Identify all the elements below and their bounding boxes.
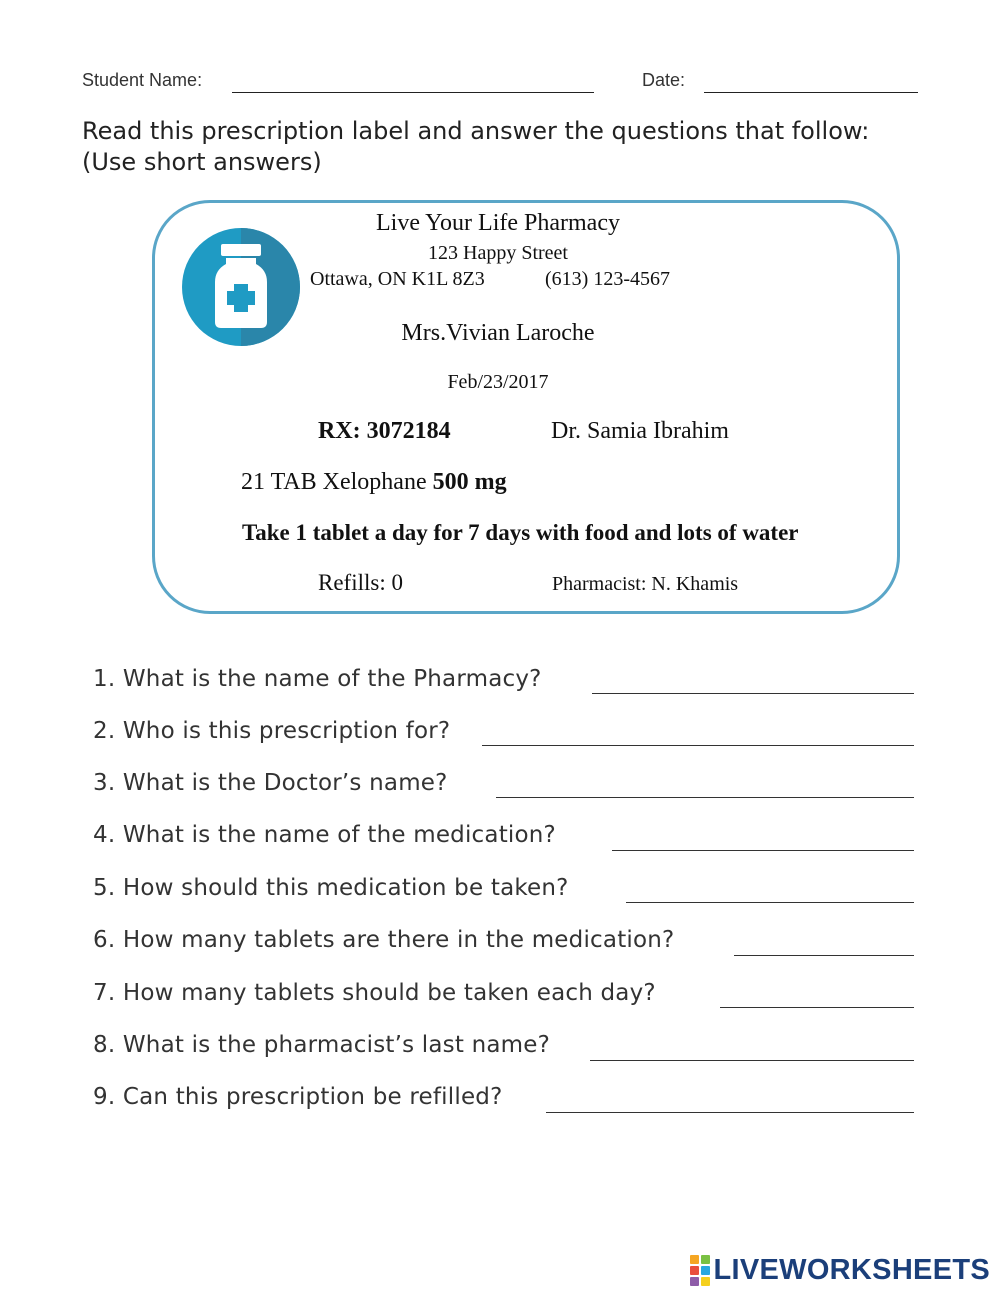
answer-field-5[interactable] bbox=[626, 902, 914, 903]
question-6: 6. How many tablets are there in the medication? bbox=[93, 927, 675, 953]
answer-field-9[interactable] bbox=[546, 1112, 914, 1113]
question-4: 4. What is the name of the medication? bbox=[93, 822, 556, 848]
medication-dose: 500 mg bbox=[432, 469, 507, 495]
medication bbox=[241, 469, 507, 496]
instructions bbox=[82, 116, 942, 178]
prescription-date: Feb/23/2017 bbox=[447, 371, 549, 393]
question-9: 9. Can this prescription be refilled? bbox=[93, 1084, 503, 1110]
answer-field-7[interactable] bbox=[720, 1007, 914, 1008]
answer-field-3[interactable] bbox=[496, 797, 914, 798]
logo-text: LIVEWORKSHEETS bbox=[713, 1253, 990, 1286]
student-name-label: Student Name: bbox=[82, 70, 203, 90]
answer-field-1[interactable] bbox=[592, 693, 914, 694]
question-3: 3. What is the Doctor’s name? bbox=[93, 770, 448, 796]
date-field[interactable] bbox=[704, 92, 918, 93]
answer-field-4[interactable] bbox=[612, 850, 914, 851]
question-7: 7. How many tablets should be taken each day? bbox=[93, 980, 656, 1006]
question-5: 5. How should this medication be taken? bbox=[93, 875, 569, 901]
answer-field-6[interactable] bbox=[734, 955, 914, 956]
pharmacist: Pharmacist: N. Khamis bbox=[552, 573, 739, 595]
medicine-bottle-icon bbox=[182, 228, 300, 346]
student-name-field[interactable] bbox=[232, 92, 594, 93]
answer-field-2[interactable] bbox=[482, 745, 914, 746]
question-2: 2. Who is this prescription for? bbox=[93, 718, 451, 744]
instructions-line-1: Read this prescription label and answer the questions that follow: bbox=[82, 117, 870, 145]
pharmacy-phone: (613) 123-4567 bbox=[545, 268, 670, 290]
patient-name: Mrs.Vivian Laroche bbox=[401, 320, 595, 346]
medication-quantity: 21 TAB Xelophane bbox=[241, 469, 427, 495]
rx-number: RX: 3072184 bbox=[318, 418, 451, 444]
directions: Take 1 tablet a day for 7 days with food and lots of water bbox=[242, 520, 799, 545]
date-label: Date: bbox=[642, 70, 686, 90]
question-1: 1. What is the name of the Pharmacy? bbox=[93, 666, 542, 692]
refills: Refills: 0 bbox=[318, 570, 403, 595]
pharmacy-street: 123 Happy Street bbox=[428, 242, 568, 264]
logo-squares-icon bbox=[690, 1255, 710, 1286]
doctor-name: Dr. Samia Ibrahim bbox=[551, 418, 729, 444]
instructions-line-2: (Use short answers) bbox=[82, 148, 322, 176]
liveworksheets-logo bbox=[690, 1252, 991, 1288]
pharmacy-name: Live Your Life Pharmacy bbox=[376, 210, 620, 236]
answer-field-8[interactable] bbox=[590, 1060, 914, 1061]
pharmacy-city: Ottawa, ON K1L 8Z3 bbox=[310, 268, 485, 290]
question-8: 8. What is the pharmacist’s last name? bbox=[93, 1032, 551, 1058]
